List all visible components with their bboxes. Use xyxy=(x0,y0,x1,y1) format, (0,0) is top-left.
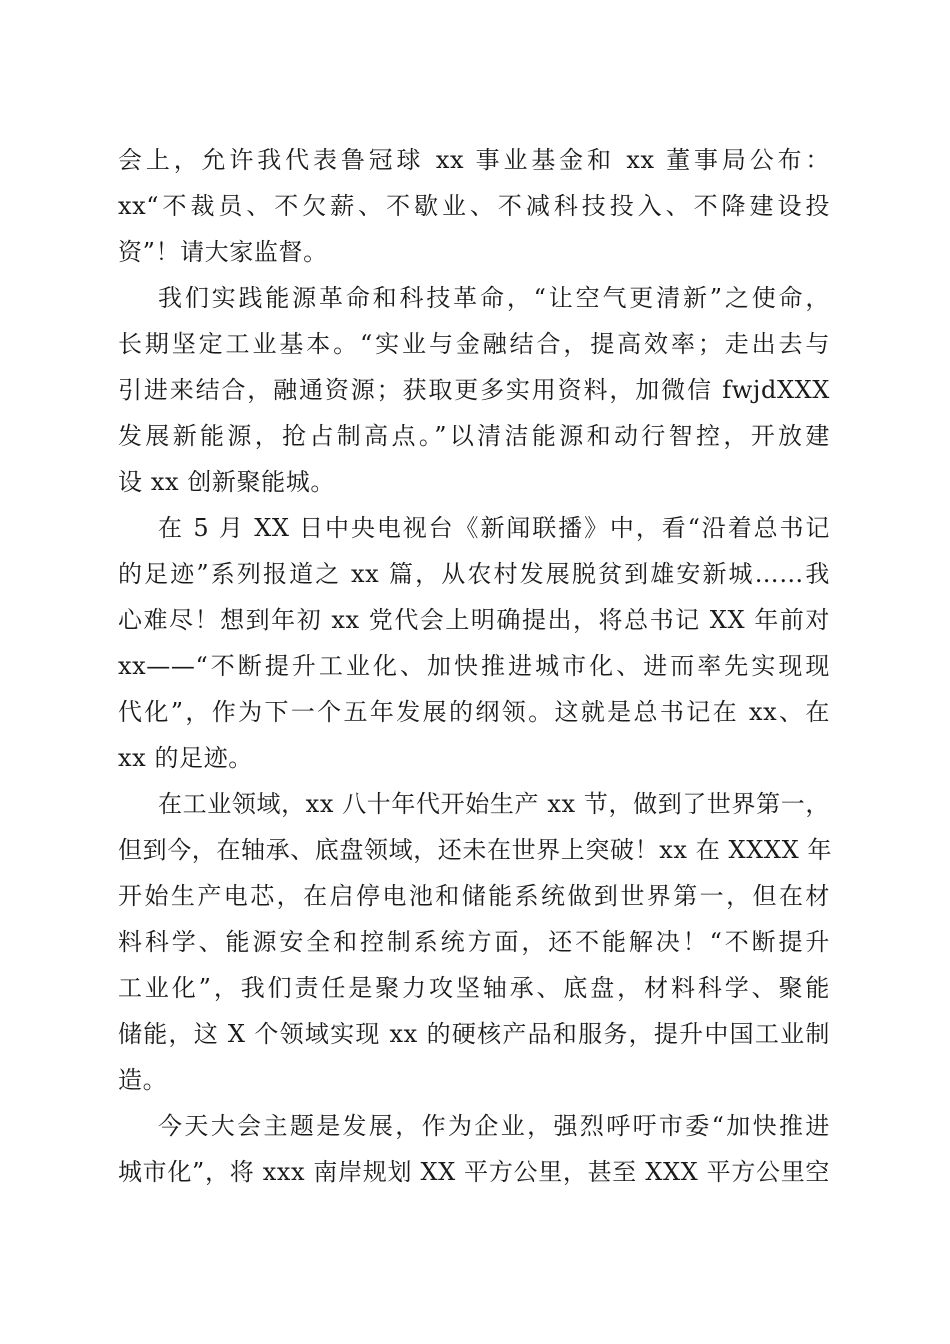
paragraph-3 xyxy=(118,505,830,781)
text-line: 在 5 月 XX 日中央电视台《新闻联播》中，看“沿着总书记 xyxy=(158,514,830,542)
text-line: xx 的足迹。 xyxy=(118,744,253,772)
text-line: xx——“不断提升工业化、加快推进城市化、进而率先实现现 xyxy=(118,652,830,680)
text-line: 会上，允许我代表鲁冠球 xx 事业基金和 xx 董事局公布： xyxy=(118,146,830,174)
text-line: 长期坚定工业基本。“实业与金融结合，提高效率；走出去与 xyxy=(118,330,830,358)
text-line: 代化”，作为下一个五年发展的纲领。这就是总书记在 xx、在 xyxy=(118,698,830,726)
text-line: 储能，这 X 个领域实现 xx 的硬核产品和服务，提升中国工业制 xyxy=(118,1020,830,1048)
text-line: 我们实践能源革命和科技革命，“让空气更清新”之使命， xyxy=(158,284,830,312)
text-line: 设 xx 创新聚能城。 xyxy=(118,468,335,496)
document-body xyxy=(118,137,833,1195)
text-line: 今天大会主题是发展，作为企业，强烈呼吁市委“加快推进 xyxy=(158,1112,830,1140)
text-line: 引进来结合，融通资源；获取更多实用资料，加微信 fwjdXXX xyxy=(118,376,830,404)
text-line: 发展新能源，抢占制高点。”以清洁能源和动行智控，开放建 xyxy=(118,422,830,450)
text-line: 在工业领域，xx 八十年代开始生产 xx 节，做到了世界第一， xyxy=(158,790,830,818)
text-line: 但到今，在轴承、底盘领域，还未在世界上突破！xx 在 XXXX 年 xyxy=(118,836,833,864)
text-line: 开始生产电芯，在启停电池和储能系统做到世界第一，但在材 xyxy=(118,882,830,910)
text-line: 的足迹”系列报道之 xx 篇，从农村发展脱贫到雄安新城……我 xyxy=(118,560,830,588)
paragraph-2 xyxy=(118,275,830,505)
text-line: 料科学、能源安全和控制系统方面，还不能解决！“不断提升 xyxy=(118,928,830,956)
text-line: 造。 xyxy=(118,1066,168,1094)
paragraph-1 xyxy=(118,137,830,275)
text-line: 心难尽！想到年初 xx 党代会上明确提出，将总书记 XX 年前对 xyxy=(118,606,830,634)
paragraph-4 xyxy=(118,781,833,1103)
text-line: 资”！请大家监督。 xyxy=(118,238,328,266)
text-line: 城市化”，将 xxx 南岸规划 XX 平方公里，甚至 XXX 平方公里空 xyxy=(118,1158,830,1186)
paragraph-5 xyxy=(118,1103,830,1195)
text-line: xx“不裁员、不欠薪、不歇业、不减科技投入、不降建设投 xyxy=(118,192,830,220)
text-line: 工业化”，我们责任是聚力攻坚轴承、底盘，材料科学、聚能 xyxy=(118,974,830,1002)
